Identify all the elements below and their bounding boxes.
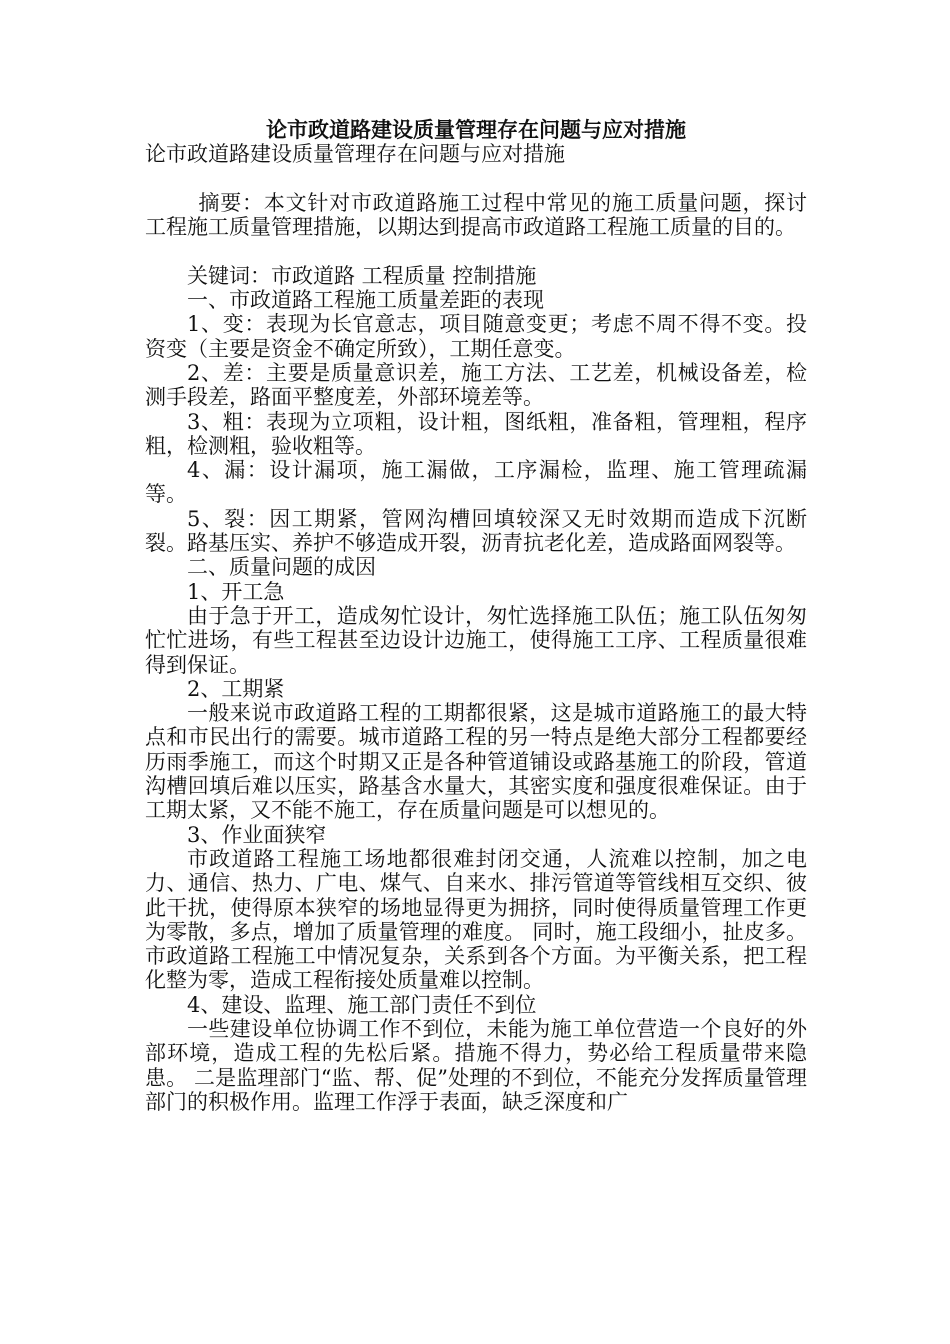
subsection-heading: 4、建设、监理、施工部门责任不到位 — [187, 992, 537, 1017]
blank-line — [145, 239, 807, 263]
body-paragraph: 1、变：表现为长官意志，项目随意变更；考虑不周不得不变。投资变（主要是资金不确定所致），工期任意变。 — [145, 312, 807, 361]
document-page — [145, 118, 807, 1114]
body-paragraph: 一些建设单位协调工作不到位，未能为施工单位营造一个良好的外部环境，造成工程的先松后紧。措施不得力，势必给工程质量带来隐患。 二是监理部门“监、帮、促”处理的不到位，不能充分发挥质量管理部门的积极作用。监理工作浮于表面，缺乏深度和广 — [145, 1016, 807, 1114]
abstract-paragraph: 摘要：本文针对市政道路施工过程中常见的施工质量问题，探讨工程施工质量管理措施，以期达到提高市政道路工程施工质量的目的。 — [145, 190, 807, 240]
body-paragraph: 3、粗：表现为立项粗，设计粗，图纸粗，准备粗，管理粗，程序粗，检测粗，验收粗等。 — [145, 409, 807, 458]
section-heading: 二、质量问题的成因 — [187, 555, 376, 580]
subsection-heading: 3、作业面狭窄 — [187, 822, 327, 847]
body-paragraph: 市政道路工程施工场地都很难封闭交通，人流难以控制，加之电力、通信、热力、广电、煤气、自来水、排污管道等管线相互交织、彼此干扰，使得原本狭窄的场地显得更为拥挤，同时使得质量管理工作更为零散，多点，增加了质量管理的难度。 同时，施工段细小，扯皮多。市政道路工程施工中情况复杂，关系到各个方面。为平衡关系，把工程化整为零，造成工程衔接处质量难以控制。 — [145, 846, 807, 993]
subsection-heading: 2、工期紧 — [187, 676, 285, 701]
subsection-heading: 1、开工急 — [187, 579, 285, 604]
blank-line — [145, 167, 807, 191]
body-paragraph: 由于急于开工，造成匆忙设计，匆忙选择施工队伍；施工队伍匆匆忙忙进场，有些工程甚至边设计边施工，使得施工工序、工程质量很难得到保证。 — [145, 603, 807, 677]
keywords-line: 关键词：市政道路 工程质量 控制措施 — [187, 263, 537, 288]
document-subtitle: 论市政道路建设质量管理存在问题与应对措施 — [145, 142, 565, 167]
section-heading: 一、市政道路工程施工质量差距的表现 — [187, 288, 544, 313]
body-paragraph: 一般来说市政道路工程的工期都很紧，这是城市道路施工的最大特点和市民出行的需要。城市道路工程的另一特点是绝大部分工程都要经历雨季施工，而这个时期又正是各种管道铺设或路基施工的阶段，管道沟槽回填后难以压实，路基含水量大，其密实度和强度很难保证。由于工期太紧，又不能不施工，存在质量问题是可以想见的。 — [145, 701, 807, 823]
body-paragraph: 2、差：主要是质量意识差，施工方法、工艺差，机械设备差，检测手段差，路面平整度差，外部环境差等。 — [145, 360, 807, 410]
body-paragraph: 4、漏：设计漏项，施工漏做，工序漏检，监理、施工管理疏漏等。 — [145, 458, 807, 507]
document-title: 论市政道路建设质量管理存在问题与应对措施 — [266, 117, 686, 142]
body-paragraph: 5、裂：因工期紧，管网沟槽回填较深又无时效期而造成下沉断裂。路基压实、养护不够造成开裂，沥青抗老化差，造成路面网裂等。 — [145, 506, 807, 556]
